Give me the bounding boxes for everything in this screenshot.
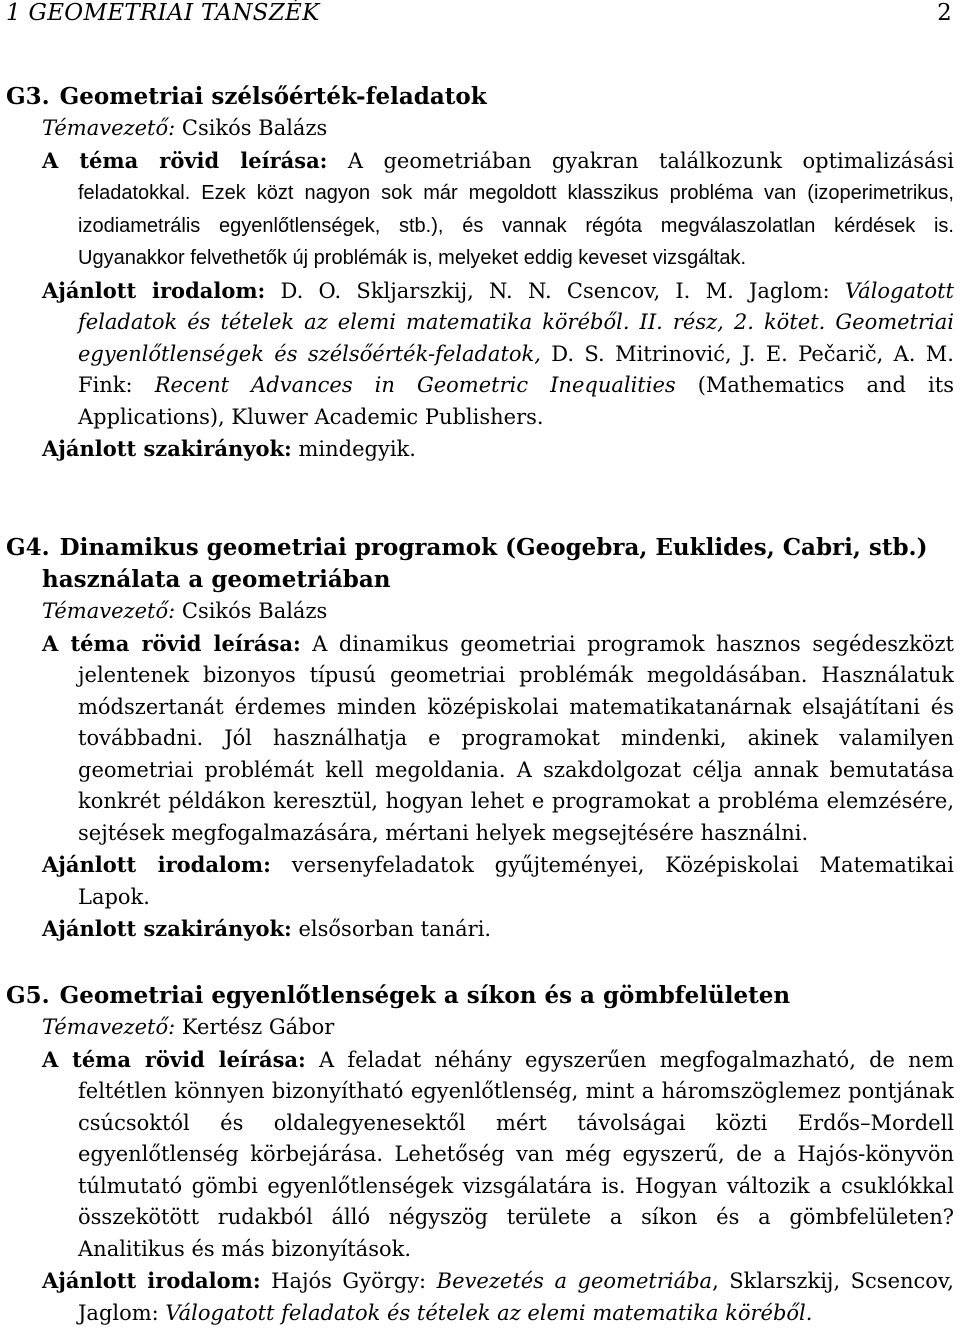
reading-book-1: Válogatott feladatok és tételek az elemi matematika köréből. II. rész, 2. kötet. <box>78 278 954 334</box>
reading-authors-2: D. S. Mitrinović, J. E. Pečarič, A. M. Fink: <box>78 341 954 397</box>
supervisor-name: Kertész Gábor <box>181 1015 335 1039</box>
summary-text: A dinamikus geometriai programok hasznos segédeszközt jelentenek bizonyos típusú geometriai problémák megoldásában. Használatuk módszertanát érdemes minden középiskolai matematikatanárnak elsajátítani és továbbadni. Jól használhatja e programokat mindenki, akinek valamilyen geometriai problémát kell megoldania. A szakdolgozat célja annak bemutatása konkrét példákon keresztül, hogyan lehet e programokat a probléma elemzésére, sejtések megfogalmazására, mértani helyek megsejtésére használni. <box>78 631 954 845</box>
section-code: G4. <box>6 534 50 561</box>
page-number: 2 <box>937 0 952 26</box>
reading-paragraph <box>6 275 954 434</box>
section-code: G5. <box>6 982 50 1009</box>
supervisor-name: Csikós Balázs <box>181 116 328 140</box>
section-g3 <box>6 81 954 466</box>
reading-paragraph <box>6 1265 954 1329</box>
reading-authors-2: , Sklarszkij, Scsencov, Jaglom: <box>78 1269 954 1325</box>
reading-paragraph <box>6 849 954 913</box>
supervisor-name: Csikós Balázs <box>181 599 328 623</box>
tracks-value: elsősorban tanári. <box>298 917 492 941</box>
supervisor-label: Témavezető: <box>42 116 176 140</box>
supervisor-line <box>6 1012 954 1044</box>
section-title <box>6 81 954 113</box>
section-g4 <box>6 532 954 946</box>
reading-book-2: Geometriai egyenlőtlenségek és szélsőérték-feladatok, <box>78 310 954 366</box>
summary-paragraph <box>6 145 954 275</box>
tracks-label: Ajánlott szakirányok: <box>42 436 292 461</box>
reading-publisher: (Mathematics and its Applications), Kluwer Academic Publishers. <box>78 373 954 429</box>
reading-label: Ajánlott irodalom: <box>42 1268 261 1293</box>
section-title-text: Geometriai szélsőérték-feladatok <box>59 83 487 110</box>
summary-paragraph <box>6 1044 954 1266</box>
supervisor-line <box>6 113 954 145</box>
summary-text-2: feladatokkal. Ezek közt nagyon sok már megoldott klasszikus probléma van (izoperimetrikus, izodiametrális egyenlőtlenségek, stb.), és vannak régóta megválaszolatlan kérdések is. Ugyanakkor felvethetők új problémák is, melyeket eddig keveset vizsgáltak. <box>78 182 954 269</box>
summary-text-1: A geometriában gyakran találkozunk optimalizásási <box>347 148 954 173</box>
section-title <box>6 532 954 596</box>
reading-text: versenyfeladatok gyűjteményei, Középiskolai Matematikai Lapok. <box>78 853 954 909</box>
summary-label: A téma rövid leírása: <box>42 1046 306 1072</box>
reading-label: Ajánlott irodalom: <box>42 277 266 303</box>
reading-author-1: Hajós György: <box>271 1269 427 1293</box>
summary-paragraph <box>6 628 954 850</box>
section-title <box>6 980 954 1012</box>
running-title: 1 GEOMETRIAI TANSZÉK <box>6 0 320 26</box>
section-g5 <box>6 980 954 1329</box>
supervisor-line <box>6 596 954 628</box>
tracks-label: Ajánlott szakirányok: <box>42 916 292 941</box>
section-title-text: Geometriai egyenlőtlenségek a síkon és a gömbfelületen <box>59 982 791 1009</box>
section-code: G3. <box>6 83 50 110</box>
tracks-line <box>6 913 954 946</box>
reading-authors-1: D. O. Skljarszkij, N. N. Csencov, I. M. Jaglom: <box>280 278 830 303</box>
page-header <box>6 0 952 36</box>
tracks-value: mindegyik. <box>298 437 416 461</box>
section-title-text: Dinamikus geometriai programok (Geogebra, Euklides, Cabri, stb.) <box>59 534 928 561</box>
summary-text: A feladat néhány egyszerűen megfogalmazható, de nem feltétlen könnyen bizonyítható egyenlőtlenség, mint a háromszöglemez pontjának csúcsoktól és oldalegyenesektől mért távolságai közti Erdős–Mordell egyenlőtlenség körbejárása. Lehetőség van még egyszerű, de a Hajós-könyvön túlmutató gömbi egyenlőtlenségek vizsgálatára is. Hogyan változik a csuklókkal összekötött rudakból álló négyszög területe a síkon és a gömbfelületen? Analitikus és más bizonyítások. <box>78 1047 955 1261</box>
summary-label: A téma rövid leírása: <box>42 147 328 173</box>
supervisor-label: Témavezető: <box>42 1015 176 1039</box>
reading-book-3: Recent Advances in Geometric Inequalities <box>154 373 676 397</box>
supervisor-label: Témavezető: <box>42 599 176 623</box>
section-title-continuation: használata a geometriában <box>42 566 391 593</box>
reading-label: Ajánlott irodalom: <box>42 852 271 877</box>
tracks-line <box>6 433 954 466</box>
reading-book-1: Bevezetés a geometriába <box>436 1269 713 1293</box>
summary-label: A téma rövid leírása: <box>42 630 301 656</box>
reading-book-2: Válogatott feladatok és tételek az elemi matematika köréből. <box>165 1300 813 1325</box>
